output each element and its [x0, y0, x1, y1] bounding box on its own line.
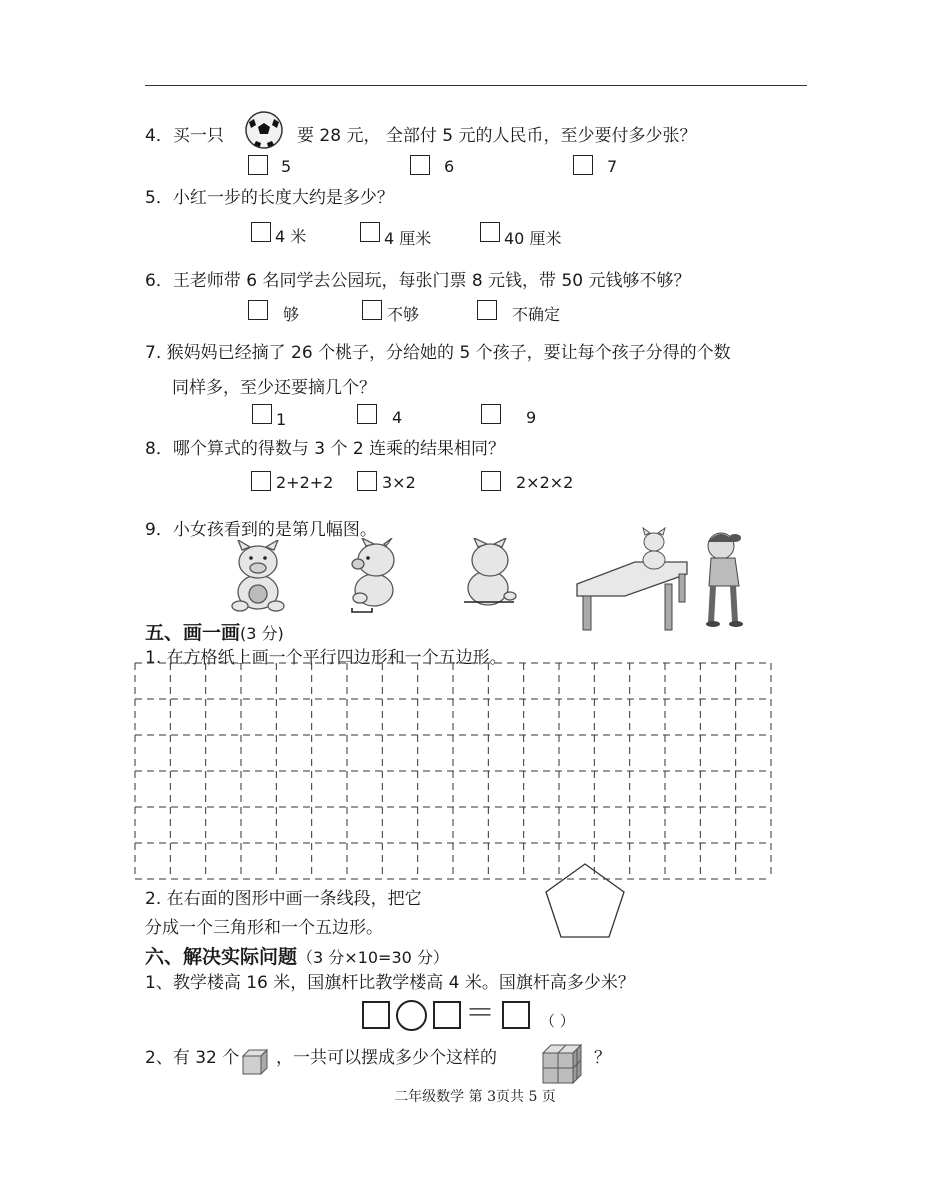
q6-option-c-label: 不确定 [512, 305, 561, 324]
section6-heading [145, 942, 449, 969]
equation-number-box-2[interactable] [433, 1001, 461, 1029]
q8-option-a-checkbox[interactable] [251, 471, 271, 491]
pentagon-shape[interactable] [543, 862, 627, 940]
q9-text: 9．小女孩看到的是第几幅图。 [145, 520, 377, 540]
q8-option-c-label: 2×2×2 [516, 473, 574, 492]
section5-item1-text: 1. 在方格纸上画一个平行四边形和一个五边形。 [145, 648, 507, 668]
q7-option-c-checkbox[interactable] [481, 404, 501, 424]
section5-title: 五、画一画 [145, 622, 241, 644]
section6-score: （3 分×10=30 分） [297, 948, 449, 967]
q7-option-c-label: 9 [526, 408, 537, 427]
q6-option-a-label: 够 [283, 305, 300, 324]
q4-option-a-label: 5 [281, 157, 292, 176]
section6-item2-end: ？ [594, 1048, 611, 1068]
q5-option-a-checkbox[interactable] [251, 222, 271, 242]
q5-option-c-label: 40 厘米 [504, 229, 562, 248]
girl-looking-at-pig-on-table-image [575, 524, 750, 632]
section5-item2-line2: 分成一个三角形和一个五边形。 [145, 918, 383, 938]
q5-option-c-checkbox[interactable] [480, 222, 500, 242]
q7-option-a-label: 1 [276, 410, 287, 429]
header-rule [145, 85, 807, 86]
equation-operator-circle[interactable] [396, 1000, 427, 1031]
equation-result-box[interactable] [502, 1001, 530, 1029]
section6-item2-before: 2、有 32 个 [145, 1048, 240, 1068]
equals-sign: ＝ [465, 996, 495, 1031]
q6-option-b-checkbox[interactable] [362, 300, 382, 320]
q8-option-b-label: 3×2 [382, 473, 416, 492]
equation-number-box-1[interactable] [362, 1001, 390, 1029]
q5-option-a-label: 4 米 [275, 227, 307, 246]
section6-item2-middle: ，一共可以摆成多少个这样的 [276, 1048, 497, 1068]
pig-side-view-image [342, 538, 402, 614]
q6-option-b-label: 不够 [387, 305, 420, 324]
section5-item2-line1: 2. 在右面的图形中画一条线段，把它 [145, 889, 422, 909]
q4-text-before: 4．买一只 [145, 126, 224, 146]
q7-option-b-label: 4 [392, 408, 403, 427]
pig-back-view-image [458, 538, 520, 610]
q5-option-b-label: 4 厘米 [384, 229, 432, 248]
page-footer: 二年级数学 第 3页共 5 页 [394, 1089, 556, 1105]
q5-option-b-checkbox[interactable] [360, 222, 380, 242]
q4-option-a-checkbox[interactable] [248, 155, 268, 175]
q7-text-line2: 同样多，至少还要摘几个？ [172, 378, 376, 398]
section5-score: (3 分) [240, 624, 284, 643]
unit-answer-blank[interactable]: （ ） [540, 1012, 575, 1030]
dashed-grid-paper[interactable] [134, 662, 772, 882]
q5-text: 5．小红一步的长度大约是多少？ [145, 188, 394, 208]
q4-text-after: 要 28 元， 全部付 5 元的人民币，至少要付多少张？ [297, 126, 697, 146]
q6-option-a-checkbox[interactable] [248, 300, 268, 320]
q8-option-b-checkbox[interactable] [357, 471, 377, 491]
q4-option-b-checkbox[interactable] [410, 155, 430, 175]
q7-option-b-checkbox[interactable] [357, 404, 377, 424]
large-cube-icon [541, 1043, 583, 1085]
q8-option-c-checkbox[interactable] [481, 471, 501, 491]
section6-item1-text: 1、教学楼高 16 米，国旗杆比教学楼高 4 米。国旗杆高多少米？ [145, 973, 635, 993]
q7-text-line1: 7. 猴妈妈已经摘了 26 个桃子，分给她的 5 个孩子，要让每个孩子分得的个数 [145, 343, 731, 363]
q4-option-c-label: 7 [607, 157, 618, 176]
q7-option-a-checkbox[interactable] [252, 404, 272, 424]
q6-text: 6．王老师带 6 名同学去公园玩，每张门票 8 元钱，带 50 元钱够不够？ [145, 271, 691, 291]
section6-title: 六、解决实际问题 [145, 946, 298, 968]
soccer-ball-icon [244, 110, 284, 150]
small-cube-icon [240, 1047, 270, 1075]
q8-text: 8．哪个算式的得数与 3 个 2 连乘的结果相同？ [145, 439, 506, 459]
section5-heading [145, 618, 284, 645]
q6-option-c-checkbox[interactable] [477, 300, 497, 320]
pig-front-view-image [228, 540, 288, 612]
q4-option-b-label: 6 [444, 157, 455, 176]
q8-option-a-label: 2+2+2 [276, 473, 334, 492]
q4-option-c-checkbox[interactable] [573, 155, 593, 175]
